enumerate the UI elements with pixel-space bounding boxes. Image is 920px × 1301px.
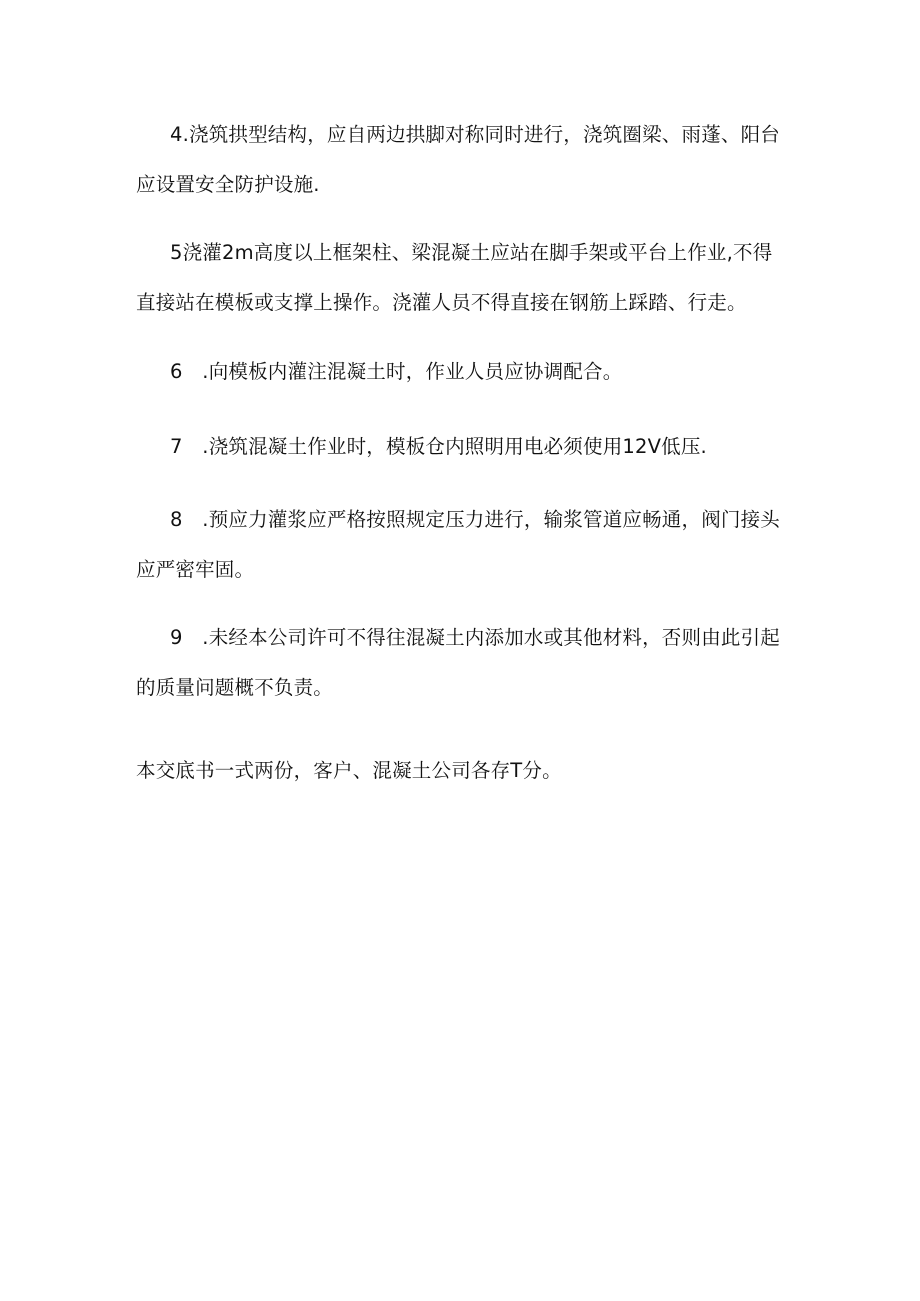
paragraph-line: 4.浇筑拱型结构，应自两边拱脚对称同时进行，浇筑圈梁、雨蓬、阳台 <box>170 123 781 146</box>
paragraph-line: 本交底书一式两份，客户、混凝土公司各存T分。 <box>136 759 562 782</box>
paragraph-line: 8 .预应力灌浆应严格按照规定压力进行，输浆管道应畅通，阀门接头 <box>170 508 781 531</box>
paragraph-item-8 <box>136 495 786 595</box>
paragraph-item-4 <box>136 110 786 210</box>
paragraph-line: 9 .未经本公司许可不得往混凝土内添加水或其他材料，否则由此引起 <box>170 626 781 649</box>
paragraph-line: 的质量问题概不负责。 <box>136 676 334 699</box>
closing-paragraph <box>136 746 786 796</box>
paragraph-item-7 <box>136 422 786 472</box>
paragraph-line: 应严密牢固。 <box>136 558 255 581</box>
paragraph-line: 5浇灌2m高度以上框架柱、梁混凝土应站在脚手架或平台上作业,不得 <box>170 241 773 264</box>
paragraph-line: 直接站在模板或支撑上操作。浇灌人员不得直接在钢筋上踩踏、行走。 <box>136 291 747 314</box>
paragraph-line: 应设置安全防护设施. <box>136 173 320 196</box>
paragraph-line: 6 .向模板内灌注混凝土时，作业人员应协调配合。 <box>170 360 623 383</box>
paragraph-line: 7 .浇筑混凝土作业时，模板仓内照明用电必须使用12V低压. <box>170 435 707 458</box>
paragraph-item-5 <box>136 228 786 328</box>
paragraph-item-9 <box>136 613 786 713</box>
paragraph-item-6 <box>136 347 786 397</box>
